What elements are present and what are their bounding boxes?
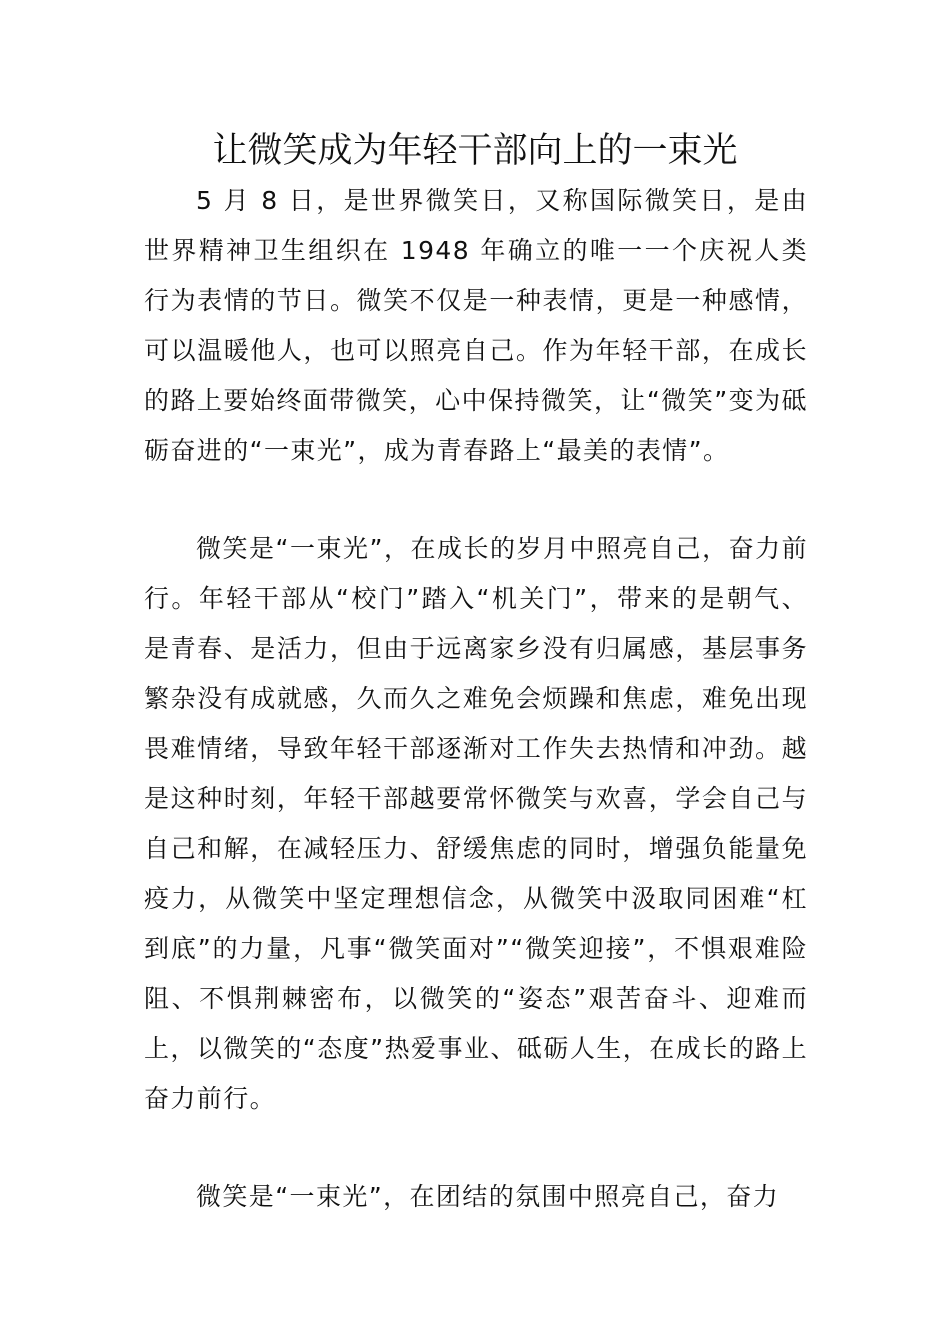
paragraph-1: 5 月 8 日，是世界微笑日，又称国际微笑日，是由世界精神卫生组织在 1948 年确立的唯一一个庆祝人类行为表情的节日。微笑不仅是一种表情，更是一种感情，可以温暖他人，也可以照亮自己。作为年轻干部，在成长的路上要始终面带微笑，心中保持微笑，让“微笑”变为砥砺奋进的“一束光”，成为青春路上“最美的表情”。: [144, 186, 808, 465]
paragraph-2: 微笑是“一束光”，在成长的岁月中照亮自己，奋力前行。年轻干部从“校门”踏入“机关门”，带来的是朝气、是青春、是活力，但由于远离家乡没有归属感，基层事务繁杂没有成就感，久而久之难免会烦躁和焦虑，难免出现畏难情绪，导致年轻干部逐渐对工作失去热情和冲劲。越是这种时刻，年轻干部越要常怀微笑与欢喜，学会自己与自己和解，在减轻压力、舒缓焦虑的同时，增强负能量免疫力，从微笑中坚定理想信念，从微笑中汲取同困难“杠到底”的力量，凡事“微笑面对”“微笑迎接”，不惧艰难险阻、不惧荆棘密布，以微笑的“姿态”艰苦奋斗、迎难而上，以微笑的“态度”热爱事业、砥砺人生，在成长的路上奋力前行。: [144, 534, 808, 1113]
document-title: 让微笑成为年轻干部向上的一束光: [212, 131, 738, 171]
paragraph-3: 微笑是“一束光”，在团结的氛围中照亮自己，奋力: [196, 1182, 780, 1211]
